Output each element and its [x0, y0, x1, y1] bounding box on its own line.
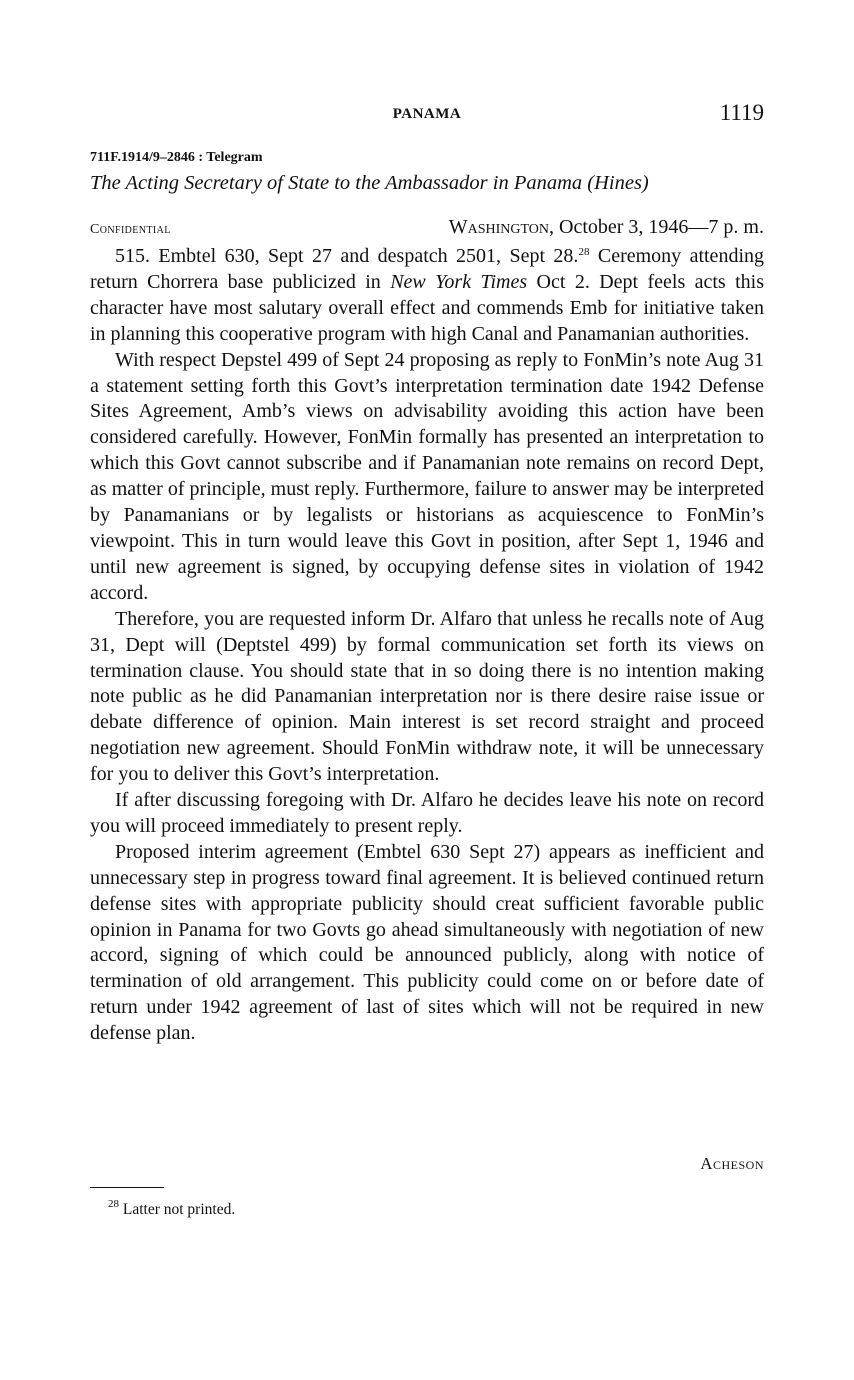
heading-close: ) — [641, 172, 649, 194]
telegram-body — [90, 244, 764, 1047]
footnote-divider — [90, 1187, 164, 1188]
p1-text-a: 515. Embtel 630, Sept 27 and despatch 2501, Sept 28. — [115, 245, 579, 267]
footnote — [108, 1198, 236, 1219]
p1-text-c: Oct 2. Dept feels acts this character have most salutary overall effect and commends Emb for initiative taken in planning this cooperative program with high Canal and Panamanian authorities. — [90, 270, 764, 345]
paragraph-4: If after discussing foregoing with Dr. Alfaro he decides leave his note on record you will proceed immediately to present reply. — [90, 789, 764, 837]
place-date — [449, 216, 764, 239]
file-number: 711F.1914/9–2846 : Telegram — [90, 150, 263, 165]
dateline — [90, 216, 764, 242]
p1-newspaper-title: New York Times — [390, 270, 528, 293]
classification-label: Confidential — [90, 222, 171, 237]
signature: Acheson — [700, 1154, 764, 1173]
running-title: PANAMA — [392, 106, 462, 122]
paragraph-1 — [90, 244, 764, 348]
page-number: 1119 — [719, 100, 764, 125]
heading-recipient: Hines — [594, 172, 642, 194]
p1-text-b: Ceremony attending return Chorrera base publicized in — [90, 245, 764, 293]
paragraph-2: With respect Depstel 499 of Sept 24 proposing as reply to FonMin’s note Aug 31 a statement setting forth this Govt’s interpretation termination date 1942 Defense Sites Agreement, Amb’s views on advisability avoiding this action have been considered carefully. However, FonMin formally has presented an interpretation to which this Govt cannot subscribe and if Panamanian note remains on record Dept, as matter of principle, must reply. Furthermore, failure to answer may be interpreted by Panamanians or by legalists or historians as acquiescence to FonMin’s viewpoint. This in turn would leave this Govt in position, after Sept 1, 1946 and until new agreement is signed, by occupying defense sites in violation of 1942 accord. — [90, 348, 764, 604]
paragraph-3: Therefore, you are requested inform Dr. Alfaro that unless he recalls note of Aug 31, Dept will (Deptstel 499) by formal communication set forth its views on termination clause. You should state that in so doing there is no intention making note public as he did Panamanian interpretation nor is there desire raise issue or debate difference of opinion. Main interest is set record straight and proceed negotiation new agreement. Should FonMin withdraw note, it will be unnecessary for you to deliver this Govt’s interpretation. — [90, 607, 764, 786]
paragraph-5: Proposed interim agreement (Embtel 630 Sept 27) appears as inefficient and unnecessary step in progress toward final agreement. It is believed continued return defense sites with appropriate publicity should creat sufficient favorable public opinion in Panama for two Govts go ahead simultaneously with negotiation of new accord, signing of which could be announced publicly, along with notice of termination of old arrangement. This publicity could come on or before date of return under 1942 agreement of last of sites which will not be required in new defense plan. — [90, 840, 764, 1045]
footnote-number: 28 — [108, 1198, 119, 1210]
footnote-ref: 28 — [578, 246, 590, 258]
footnote-text: Latter not printed. — [119, 1201, 236, 1218]
heading-text: The Acting Secretary of State to the Ambassador in Panama ( — [90, 172, 595, 194]
document-heading — [90, 172, 764, 195]
place: Washington — [448, 216, 550, 238]
running-head — [90, 100, 764, 130]
date: , October 3, 1946—7 p. m. — [549, 216, 764, 238]
